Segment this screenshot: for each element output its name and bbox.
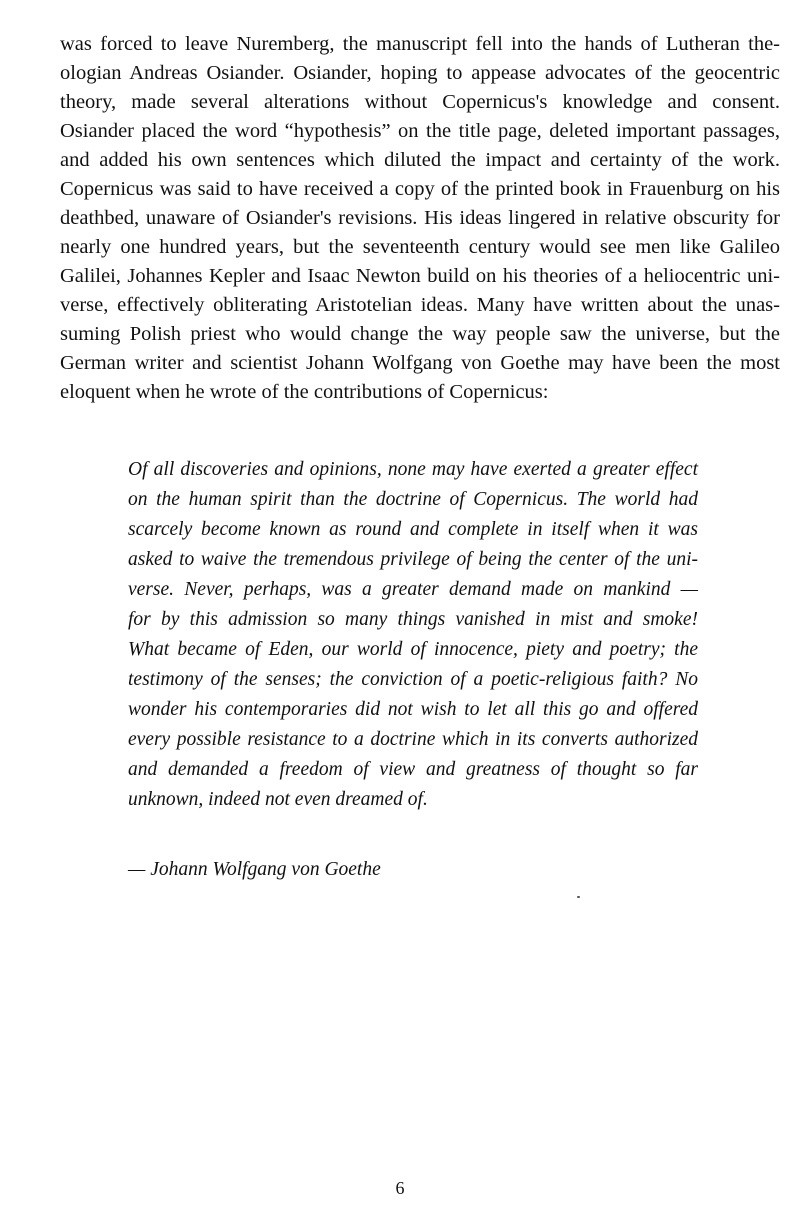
body-line: German writer and scientist Johann Wolfgang von Goethe may have been the most (60, 352, 780, 374)
body-line: Copernicus was said to have received a copy of the printed book in Frauenburg on his (60, 178, 780, 200)
quote-line: asked to waive the tremendous privilege of being the center of the uni- (128, 549, 698, 570)
body-line: Galilei, Johannes Kepler and Isaac Newton build on his theories of a heliocentric uni- (60, 265, 780, 287)
quote-line: wonder his contemporaries did not wish to let all this go and offered (128, 699, 698, 720)
quote-line: scarcely become known as round and complete in itself when it was (128, 519, 698, 540)
quote-line: What became of Eden, our world of innocence, piety and poetry; the (128, 639, 698, 660)
print-speck (577, 896, 580, 898)
body-line: Osiander placed the word “hypothesis” on the title page, deleted important passages, (60, 120, 780, 142)
page-number: 6 (395, 1178, 405, 1198)
body-line: nearly one hundred years, but the seventeenth century would see men like Galileo (60, 236, 780, 258)
quote-line: Of all discoveries and opinions, none may have exerted a greater effect (128, 459, 698, 480)
body-line: deathbed, unaware of Osiander's revisions. His ideas lingered in relative obscurity for (60, 207, 780, 229)
body-line: verse, effectively obliterating Aristotelian ideas. Many have written about the unas- (60, 294, 780, 316)
body-line: suming Polish priest who would change the way people saw the universe, but the (60, 323, 780, 345)
quote-line: and demanded a freedom of view and greatness of thought so far (128, 759, 698, 780)
body-line: was forced to leave Nuremberg, the manuscript fell into the hands of Lutheran the- (60, 33, 780, 55)
block-quote (128, 455, 698, 815)
quote-attribution: — Johann Wolfgang von Goethe (128, 859, 381, 880)
quote-line: verse. Never, perhaps, was a greater demand made on mankind — (128, 579, 698, 600)
body-paragraph (60, 30, 780, 407)
quote-line: on the human spirit than the doctrine of Copernicus. The world had (128, 489, 698, 510)
quote-line: for by this admission so many things vanished in mist and smoke! (128, 609, 698, 630)
quote-line: testimony of the senses; the conviction of a poetic-religious faith? No (128, 669, 698, 690)
body-line: and added his own sentences which diluted the impact and certainty of the work. (60, 149, 780, 171)
body-line: ologian Andreas Osiander. Osiander, hoping to appease advocates of the geocentric (60, 62, 780, 84)
body-line: eloquent when he wrote of the contributions of Copernicus: (60, 381, 549, 403)
quote-line: every possible resistance to a doctrine which in its converts authorized (128, 729, 698, 750)
body-line: theory, made several alterations without Copernicus's knowledge and consent. (60, 91, 780, 113)
quote-line: unknown, indeed not even dreamed of. (128, 789, 428, 810)
